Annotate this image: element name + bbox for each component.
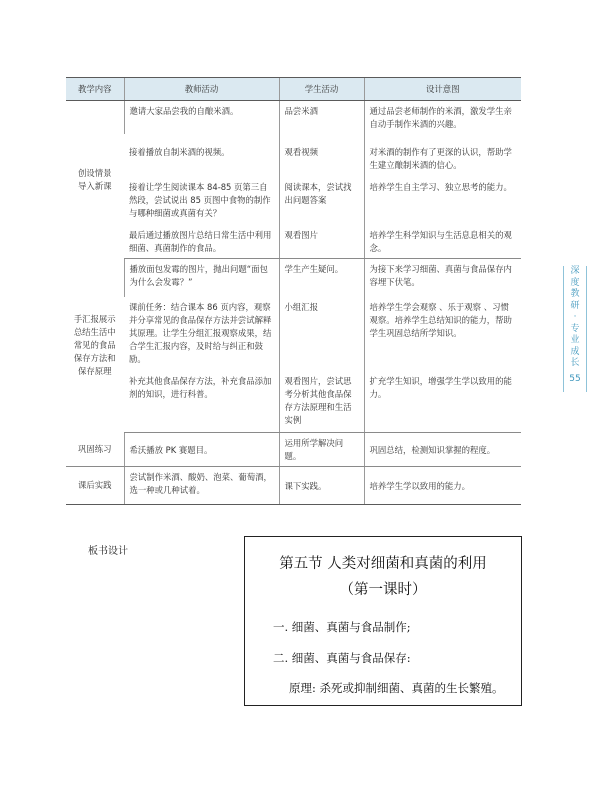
stage-label: 手汇报展示 总结生活中 常见的食品 保存方法和 保存原理 — [73, 314, 116, 376]
student-activity-cell: 观看图片 — [279, 223, 364, 259]
student-activity-cell: 品尝米酒 — [279, 101, 364, 135]
design-intent-cell: 培养学生学以致用的能力。 — [364, 467, 521, 505]
side-tab-char: 度 — [570, 277, 580, 288]
design-intent-cell: 为接下来学习细菌、真菌与食品保存内容埋下伏笔。 — [364, 259, 521, 297]
side-tab-char: 业 — [570, 335, 580, 345]
table-row — [66, 101, 521, 135]
table-row — [66, 297, 521, 371]
stage-cell-report — [66, 259, 124, 433]
header-student-activity: 学生活动 — [279, 78, 364, 101]
student-activity-cell: 运用所学解决问题。 — [279, 433, 364, 467]
board-subtitle: （第一课时） — [339, 582, 427, 598]
design-intent-cell: 通过品尝老师制作的米酒，激发学生亲自动手制作米酒的兴趣。 — [364, 101, 521, 135]
board-line: 原理: 杀死或抑制细菌、真菌的生长繁殖。 — [289, 681, 504, 695]
student-activity-cell: 观看视频 — [279, 134, 364, 175]
stage-cell-practice: 巩固练习 — [66, 433, 124, 467]
stage-cell-intro — [66, 101, 124, 259]
side-tab-char: 深 — [570, 266, 580, 276]
teacher-activity-cell: 邀请大家品尝我的自酿米酒。 — [124, 101, 279, 135]
design-intent-cell: 扩充学生知识，增强学生学以致用的能力。 — [364, 371, 521, 433]
side-tab-char: 长 — [570, 358, 580, 368]
table-row — [66, 134, 521, 175]
blackboard-box — [244, 536, 522, 706]
student-activity-cell: 阅读课本，尝试找出问题答案 — [279, 175, 364, 223]
table-row — [66, 467, 521, 505]
table-row — [66, 433, 521, 467]
side-tab-char: · — [573, 312, 577, 322]
side-tab-char: 教 — [570, 289, 580, 299]
stage-label: 创设情景 导入新课 — [78, 167, 112, 191]
table-row — [66, 175, 521, 223]
header-teaching-content: 教学内容 — [66, 78, 124, 101]
stage-cell-homework: 课后实践 — [66, 467, 124, 505]
student-activity-cell: 小组汇报 — [279, 297, 364, 371]
design-intent-cell: 对米酒的制作有了更深的认识，帮助学生建立酿制米酒的信心。 — [364, 134, 521, 175]
side-tab-char: 成 — [570, 346, 580, 357]
side-section-tab — [563, 266, 587, 392]
teacher-activity-cell: 补充其他食品保存方法，补充食品添加剂的知识，进行科普。 — [124, 371, 279, 433]
teacher-activity-cell: 尝试制作米酒、酸奶、泡菜、葡萄酒，选一种或几种试着。 — [124, 467, 279, 505]
table-row — [66, 223, 521, 259]
board-design-label: 板书设计 — [88, 546, 128, 557]
lesson-plan-table — [66, 77, 521, 505]
design-intent-cell: 培养学生学会观察 、乐于观察 、习惯观察。培养学生总结知识的能力，帮助学生巩固总结所学知识。 — [364, 297, 521, 371]
teacher-activity-cell: 希沃播放 PK 赛题目。 — [124, 433, 279, 467]
header-design-intent: 设计意图 — [364, 78, 521, 101]
page-number: 55 — [569, 373, 581, 384]
student-activity-cell: 学生产生疑问。 — [279, 259, 364, 297]
header-teacher-activity: 教师活动 — [124, 78, 279, 101]
board-line: 二. 细菌、真菌与食品保存: — [273, 651, 411, 665]
teacher-activity-cell: 播放面包发霉的图片，抛出问题“面包为什么会发霉？” — [124, 259, 279, 297]
board-line: 一. 细菌、真菌与食品制作; — [273, 620, 411, 634]
design-intent-cell: 培养学生科学知识与生活息息相关的观念。 — [364, 223, 521, 259]
table-row — [66, 371, 521, 433]
design-intent-cell: 巩固总结，检测知识掌握的程度。 — [364, 433, 521, 467]
teacher-activity-cell: 课前任务：结合课本 86 页内容，观察并分享常见的食品保存方法并尝试解释其原理。让学生分组汇报观察成果，结合学生汇报内容，及时给与纠正和鼓励。 — [129, 301, 272, 364]
table-header-row — [66, 78, 521, 101]
side-tab-char: 研 — [570, 300, 580, 311]
student-activity-cell: 观看图片，尝试思考分析其他食品保存方法原理和生活实例 — [279, 371, 364, 433]
student-activity-cell: 课下实践。 — [279, 467, 364, 505]
design-intent-cell: 培养学生自主学习、独立思考的能力。 — [364, 175, 521, 223]
board-title: 第五节 人类对细菌和真菌的利用 — [279, 556, 487, 572]
side-tab-char: 专 — [570, 323, 580, 334]
table-row — [66, 259, 521, 297]
teacher-activity-cell: 接着让学生阅读课本 84-85 页第三自然段，尝试说出 85 页图中食物的制作与哪种细菌或真菌有关？ — [129, 182, 271, 218]
teacher-activity-cell: 最后通过播放图片总结日常生活中利用细菌、真菌制作的食品。 — [124, 223, 279, 259]
teacher-activity-cell: 接着播放自制米酒的视频。 — [129, 147, 230, 157]
